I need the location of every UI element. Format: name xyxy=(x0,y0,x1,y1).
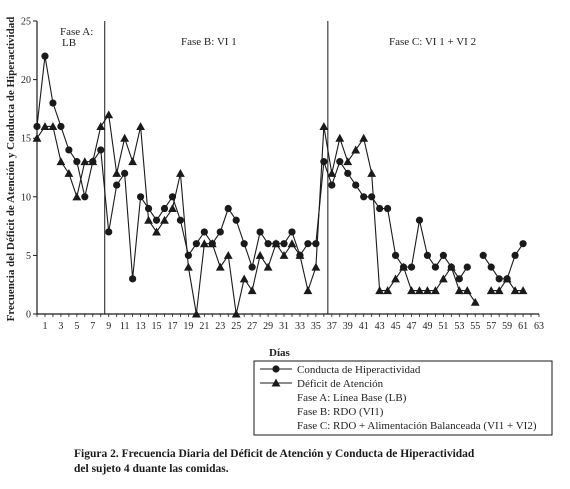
data-point xyxy=(137,193,144,200)
data-point xyxy=(319,122,328,130)
data-point xyxy=(81,193,88,200)
x-tick-label: 31 xyxy=(279,321,290,332)
data-point xyxy=(351,146,360,154)
x-tick-label: 27 xyxy=(247,321,258,332)
data-point xyxy=(264,240,271,247)
data-point xyxy=(96,122,105,130)
y-tick-label: 25 xyxy=(21,16,31,28)
legend-label: Fase A: Línea Base (LB) xyxy=(297,392,407,404)
data-point xyxy=(248,286,257,294)
data-point xyxy=(280,251,289,259)
x-tick-label: 33 xyxy=(294,321,305,332)
data-point xyxy=(511,252,518,259)
data-point xyxy=(256,251,265,259)
data-point xyxy=(73,158,80,165)
data-point xyxy=(128,157,137,165)
x-tick-label: 63 xyxy=(534,321,544,332)
x-tick-label: 29 xyxy=(263,321,274,332)
data-point xyxy=(152,228,161,236)
data-point xyxy=(257,228,264,235)
y-axis-label: Frecuencia del Déficit de Atención y Conducta de Hiperactividad xyxy=(5,16,17,322)
x-tick-label: 61 xyxy=(518,321,529,332)
data-point xyxy=(64,169,73,177)
caption-line-2: del sujeto 4 duante las comidas. xyxy=(74,463,229,475)
data-point xyxy=(327,169,336,177)
data-point xyxy=(224,251,233,259)
x-tick-label: 51 xyxy=(438,321,449,332)
data-point xyxy=(176,169,185,177)
data-point xyxy=(312,240,319,247)
x-tick-label: 55 xyxy=(470,321,481,332)
data-point xyxy=(391,274,400,282)
x-tick-label: 15 xyxy=(151,321,162,332)
data-point xyxy=(464,264,471,271)
x-tick-label: 49 xyxy=(422,321,433,332)
caption-line-1: Figura 2. Frecuencia Diaria del Déficit de Atención y Conducta de Hiperactividad xyxy=(74,448,475,460)
data-point xyxy=(280,240,287,247)
data-point xyxy=(519,240,526,247)
ticks xyxy=(21,17,544,333)
x-tick-label: 5 xyxy=(74,321,80,332)
data-point xyxy=(335,134,344,142)
data-point xyxy=(97,146,104,153)
data-point xyxy=(153,217,160,224)
data-point xyxy=(241,240,248,247)
data-point xyxy=(72,192,81,200)
data-point xyxy=(145,205,152,212)
data-point xyxy=(57,123,64,130)
x-tick-label: 1 xyxy=(42,321,48,332)
series-hiperactividad xyxy=(33,53,526,283)
y-tick-label: 0 xyxy=(26,309,31,321)
data-point xyxy=(105,228,112,235)
legend-label: Fase C: RDO + Alimentación Balanceada (VI1 + VI2) xyxy=(297,420,537,432)
data-point xyxy=(136,122,145,130)
data-point xyxy=(471,298,480,306)
data-point xyxy=(432,264,439,271)
data-point xyxy=(311,263,320,271)
data-point xyxy=(439,274,448,282)
x-tick-label: 53 xyxy=(454,321,465,332)
x-tick-label: 23 xyxy=(215,321,226,332)
x-tick-label: 13 xyxy=(135,321,146,332)
legend-label: Conducta de Hiperactividad xyxy=(297,364,421,376)
x-tick-label: 19 xyxy=(183,321,194,332)
data-point xyxy=(113,181,120,188)
data-point xyxy=(424,252,431,259)
x-tick-label: 7 xyxy=(90,321,96,332)
x-tick-label: 3 xyxy=(58,321,64,332)
data-point xyxy=(120,134,129,142)
data-point xyxy=(249,264,256,271)
data-point xyxy=(217,228,224,235)
x-tick-label: 35 xyxy=(310,321,321,332)
data-point xyxy=(216,263,225,271)
data-point xyxy=(160,216,169,224)
phase-label: Fase B: VI 1 xyxy=(181,36,237,48)
data-point xyxy=(240,274,249,282)
data-point xyxy=(184,263,193,271)
legend xyxy=(254,361,552,435)
phase-label: Fase A: xyxy=(60,26,94,38)
data-point xyxy=(49,99,56,106)
legend-label: Déficit de Atención xyxy=(297,378,384,390)
data-point xyxy=(480,252,487,259)
axes xyxy=(37,21,539,314)
data-point xyxy=(368,193,375,200)
data-point xyxy=(41,53,48,60)
data-point xyxy=(392,252,399,259)
x-tick-label: 57 xyxy=(486,321,497,332)
x-tick-label: 45 xyxy=(390,321,401,332)
data-point xyxy=(193,240,200,247)
series-line xyxy=(483,244,523,279)
x-tick-label: 9 xyxy=(106,321,112,332)
data-point xyxy=(177,217,184,224)
data-point xyxy=(344,170,351,177)
phase-label: Fase C: VI 1 + VI 2 xyxy=(389,36,477,48)
data-point xyxy=(496,275,503,282)
data-point xyxy=(328,181,335,188)
data-point xyxy=(121,170,128,177)
figure-caption xyxy=(74,447,554,477)
phase-label: LB xyxy=(62,37,77,49)
series-line xyxy=(37,56,467,279)
data-point xyxy=(360,193,367,200)
series-line xyxy=(37,115,475,314)
data-point xyxy=(376,205,383,212)
data-point xyxy=(185,252,192,259)
data-point xyxy=(288,228,295,235)
x-tick-label: 17 xyxy=(167,321,178,332)
x-tick-label: 25 xyxy=(231,321,242,332)
data-point xyxy=(104,110,113,118)
y-tick-label: 15 xyxy=(21,133,31,145)
data-point xyxy=(33,123,40,130)
data-point xyxy=(384,205,391,212)
legend-marker xyxy=(272,365,279,372)
x-axis-label: Días xyxy=(269,347,290,359)
x-tick-label: 39 xyxy=(342,321,353,332)
data-point xyxy=(336,158,343,165)
data-point xyxy=(264,263,273,271)
data-point xyxy=(456,275,463,282)
data-point xyxy=(440,252,447,259)
series xyxy=(33,53,528,318)
y-tick-label: 5 xyxy=(26,250,31,262)
y-tick-label: 20 xyxy=(21,75,31,87)
data-point xyxy=(112,169,121,177)
data-point xyxy=(359,134,368,142)
data-point xyxy=(352,181,359,188)
data-point xyxy=(408,264,415,271)
data-point xyxy=(488,264,495,271)
x-tick-label: 59 xyxy=(502,321,513,332)
data-point xyxy=(416,217,423,224)
x-tick-label: 37 xyxy=(326,321,337,332)
data-point xyxy=(201,228,208,235)
x-tick-label: 11 xyxy=(119,321,130,332)
data-point xyxy=(225,205,232,212)
data-point xyxy=(304,286,313,294)
x-tick-label: 43 xyxy=(374,321,385,332)
y-tick-label: 10 xyxy=(21,192,31,204)
x-tick-label: 21 xyxy=(199,321,210,332)
data-point xyxy=(65,146,72,153)
data-point xyxy=(129,275,136,282)
data-point xyxy=(367,169,376,177)
data-point xyxy=(144,216,153,224)
legend-label: Fase B: RDO (VI1) xyxy=(297,406,384,418)
data-point xyxy=(161,205,168,212)
data-point xyxy=(57,157,66,165)
data-point xyxy=(233,217,240,224)
x-tick-label: 47 xyxy=(406,321,417,332)
data-point xyxy=(304,240,311,247)
x-tick-label: 41 xyxy=(358,321,369,332)
data-point xyxy=(343,157,352,165)
